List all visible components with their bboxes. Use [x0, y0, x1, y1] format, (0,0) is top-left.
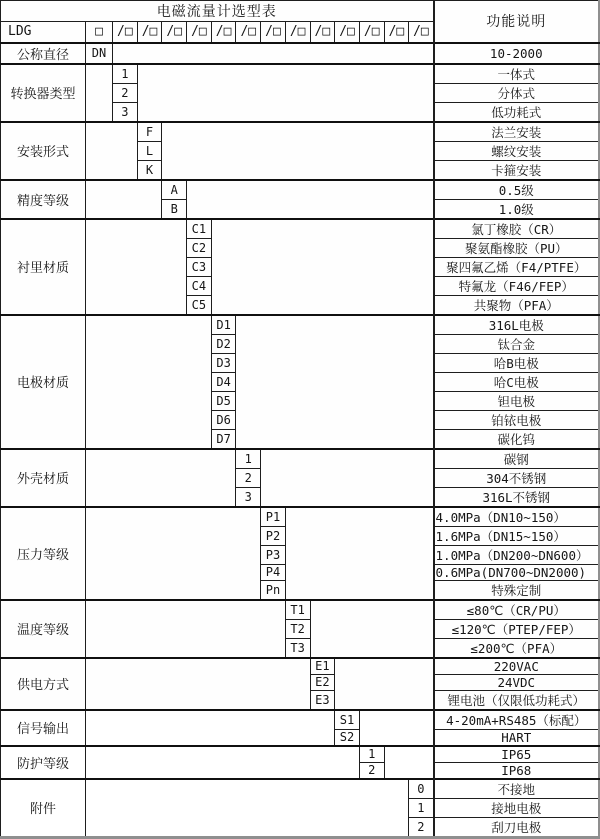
group-label: 公称直径 [1, 43, 86, 64]
desc-cell: 卡箍安装 [434, 160, 599, 180]
option-row [1, 507, 600, 527]
code-cell: P2 [261, 526, 286, 545]
code-cell: 2 [236, 468, 261, 487]
code-cell: C5 [187, 295, 212, 315]
group-label: 衬里材质 [1, 219, 86, 315]
desc-cell: IP65 [434, 746, 599, 763]
filler-cell [384, 746, 433, 779]
desc-cell: 钽电极 [434, 391, 599, 410]
model-prefix: LDG [1, 22, 86, 43]
desc-cell: 一体式 [434, 64, 599, 84]
code-cell: D5 [211, 391, 236, 410]
code-cell: C3 [187, 257, 212, 276]
code-cell: 1 [236, 449, 261, 469]
desc-cell: IP68 [434, 762, 599, 779]
group-label: 信号输出 [1, 710, 86, 746]
desc-cell: 不接地 [434, 779, 599, 799]
desc-cell: 特殊定制 [434, 580, 599, 600]
code-cell: D6 [211, 410, 236, 429]
option-row [1, 219, 600, 239]
model-code-box: /□ [113, 22, 138, 43]
filler-cell [137, 64, 433, 122]
desc-cell: 铂铱电极 [434, 410, 599, 429]
filler-cell [86, 779, 409, 838]
code-cell: 2 [409, 817, 434, 837]
code-cell: Pn [261, 580, 286, 600]
desc-cell: 304不锈钢 [434, 468, 599, 487]
desc-cell: 碳化钨 [434, 429, 599, 449]
desc-cell: 316L电极 [434, 315, 599, 335]
option-row [1, 658, 600, 675]
desc-cell: 0.6MPa(DN700~DN2000) [434, 564, 599, 580]
desc-cell: ≤200℃（PFA） [434, 638, 599, 658]
code-cell: P3 [261, 545, 286, 564]
group-label: 安装形式 [1, 122, 86, 180]
option-row [1, 180, 600, 200]
desc-cell: 0.5级 [434, 180, 599, 200]
desc-cell: 316L不锈钢 [434, 487, 599, 507]
code-cell: B [162, 199, 187, 219]
code-cell: S1 [335, 710, 360, 730]
desc-cell: 1.0级 [434, 199, 599, 219]
filler-cell [86, 507, 261, 600]
group-label: 防护等级 [1, 746, 86, 779]
table-title: 电磁流量计选型表 [1, 1, 434, 22]
filler-cell [310, 600, 434, 658]
code-cell: 1 [113, 64, 138, 84]
code-cell: T2 [285, 619, 310, 638]
option-row [1, 122, 600, 142]
filler-cell [335, 658, 434, 710]
filler-cell [187, 180, 434, 219]
desc-cell: 螺纹安装 [434, 141, 599, 160]
code-cell: 3 [236, 487, 261, 507]
filler-cell [211, 219, 433, 315]
model-code-box: /□ [409, 22, 434, 43]
filler-cell [86, 122, 138, 180]
code-cell: 0 [409, 779, 434, 799]
code-cell: A [162, 180, 187, 200]
desc-cell: 分体式 [434, 83, 599, 102]
model-code-box: /□ [162, 22, 187, 43]
option-row [1, 64, 600, 84]
filler-cell [86, 658, 311, 710]
filler-cell [162, 122, 434, 180]
group-label: 外壳材质 [1, 449, 86, 507]
desc-cell: 低功耗式 [434, 102, 599, 122]
desc-cell: 哈C电极 [434, 372, 599, 391]
model-code-box: /□ [236, 22, 261, 43]
filler-cell [86, 64, 113, 122]
model-code-box: /□ [335, 22, 360, 43]
desc-cell: 1.0MPa（DN200~DN600） [434, 545, 599, 564]
code-cell: L [137, 141, 162, 160]
desc-cell: 刮刀电极 [434, 817, 599, 837]
filler-cell [86, 219, 187, 315]
desc-cell: HART [434, 729, 599, 746]
code-cell: C2 [187, 238, 212, 257]
group-label: 压力等级 [1, 507, 86, 600]
title-row [1, 1, 600, 22]
option-row [1, 746, 600, 763]
filler-cell [86, 710, 335, 746]
model-first-box: □ [86, 22, 113, 43]
option-row [1, 449, 600, 469]
code-cell: DN [86, 43, 113, 64]
desc-cell: ≤80℃（CR/PU） [434, 600, 599, 620]
desc-cell: 接地电极 [434, 798, 599, 817]
desc-cell: 钛合金 [434, 334, 599, 353]
filler-cell [86, 600, 286, 658]
desc-cell: 共聚物（PFA） [434, 295, 599, 315]
desc-cell: 24VDC [434, 674, 599, 690]
code-cell: D4 [211, 372, 236, 391]
code-cell: D3 [211, 353, 236, 372]
filler-cell [113, 43, 434, 64]
model-code-box: /□ [359, 22, 384, 43]
desc-cell: 聚氨酯橡胶（PU） [434, 238, 599, 257]
code-cell: C1 [187, 219, 212, 239]
model-code-box: /□ [285, 22, 310, 43]
function-column-header: 功能说明 [434, 1, 599, 43]
option-row [1, 315, 600, 335]
model-code-box: /□ [137, 22, 162, 43]
code-cell: 3 [113, 102, 138, 122]
code-cell: T3 [285, 638, 310, 658]
code-cell: K [137, 160, 162, 180]
code-cell: T1 [285, 600, 310, 620]
code-cell: E1 [310, 658, 335, 675]
model-code-box: /□ [187, 22, 212, 43]
filler-cell [236, 315, 434, 449]
code-cell: 1 [359, 746, 384, 763]
desc-cell: 1.6MPa（DN15~150） [434, 526, 599, 545]
code-cell: D2 [211, 334, 236, 353]
model-code-box: /□ [261, 22, 286, 43]
model-code-box: /□ [384, 22, 409, 43]
code-cell: 2 [359, 762, 384, 779]
option-row [1, 600, 600, 620]
group-label: 温度等级 [1, 600, 86, 658]
code-cell: P4 [261, 564, 286, 580]
group-label: 精度等级 [1, 180, 86, 219]
desc-cell: 特氟龙（F46/FEP） [434, 276, 599, 295]
code-cell: 1 [409, 798, 434, 817]
desc-cell: 10-2000 [434, 43, 599, 64]
code-cell: E3 [310, 690, 335, 710]
code-cell: 2 [113, 83, 138, 102]
group-label: 供电方式 [1, 658, 86, 710]
code-cell: C4 [187, 276, 212, 295]
group-label: 电极材质 [1, 315, 86, 449]
model-code-box: /□ [310, 22, 335, 43]
desc-cell: 锂电池（仅限低功耗式） [434, 690, 599, 710]
filler-cell [86, 180, 162, 219]
option-row [1, 43, 600, 64]
filler-cell [285, 507, 433, 600]
filler-cell [359, 710, 433, 746]
filler-cell [86, 315, 212, 449]
desc-cell: 4-20mA+RS485（标配） [434, 710, 599, 730]
group-label: 转换器类型 [1, 64, 86, 122]
option-row [1, 779, 600, 799]
code-cell: S2 [335, 729, 360, 746]
group-label: 附件 [1, 779, 86, 838]
filler-cell [261, 449, 434, 507]
option-row [1, 710, 600, 730]
code-cell: F [137, 122, 162, 142]
desc-cell: 哈B电极 [434, 353, 599, 372]
desc-cell: 法兰安装 [434, 122, 599, 142]
code-cell: D1 [211, 315, 236, 335]
desc-cell: 4.0MPa（DN10~150） [434, 507, 599, 527]
desc-cell: ≤120℃（PTEP/FEP） [434, 619, 599, 638]
model-code-box: /□ [211, 22, 236, 43]
filler-cell [86, 449, 236, 507]
code-cell: E2 [310, 674, 335, 690]
desc-cell: 聚四氟乙烯（F4/PTFE） [434, 257, 599, 276]
desc-cell: 220VAC [434, 658, 599, 675]
desc-cell: 氯丁橡胶（CR） [434, 219, 599, 239]
code-cell: D7 [211, 429, 236, 449]
filler-cell [86, 746, 360, 779]
code-cell: P1 [261, 507, 286, 527]
desc-cell: 碳钢 [434, 449, 599, 469]
